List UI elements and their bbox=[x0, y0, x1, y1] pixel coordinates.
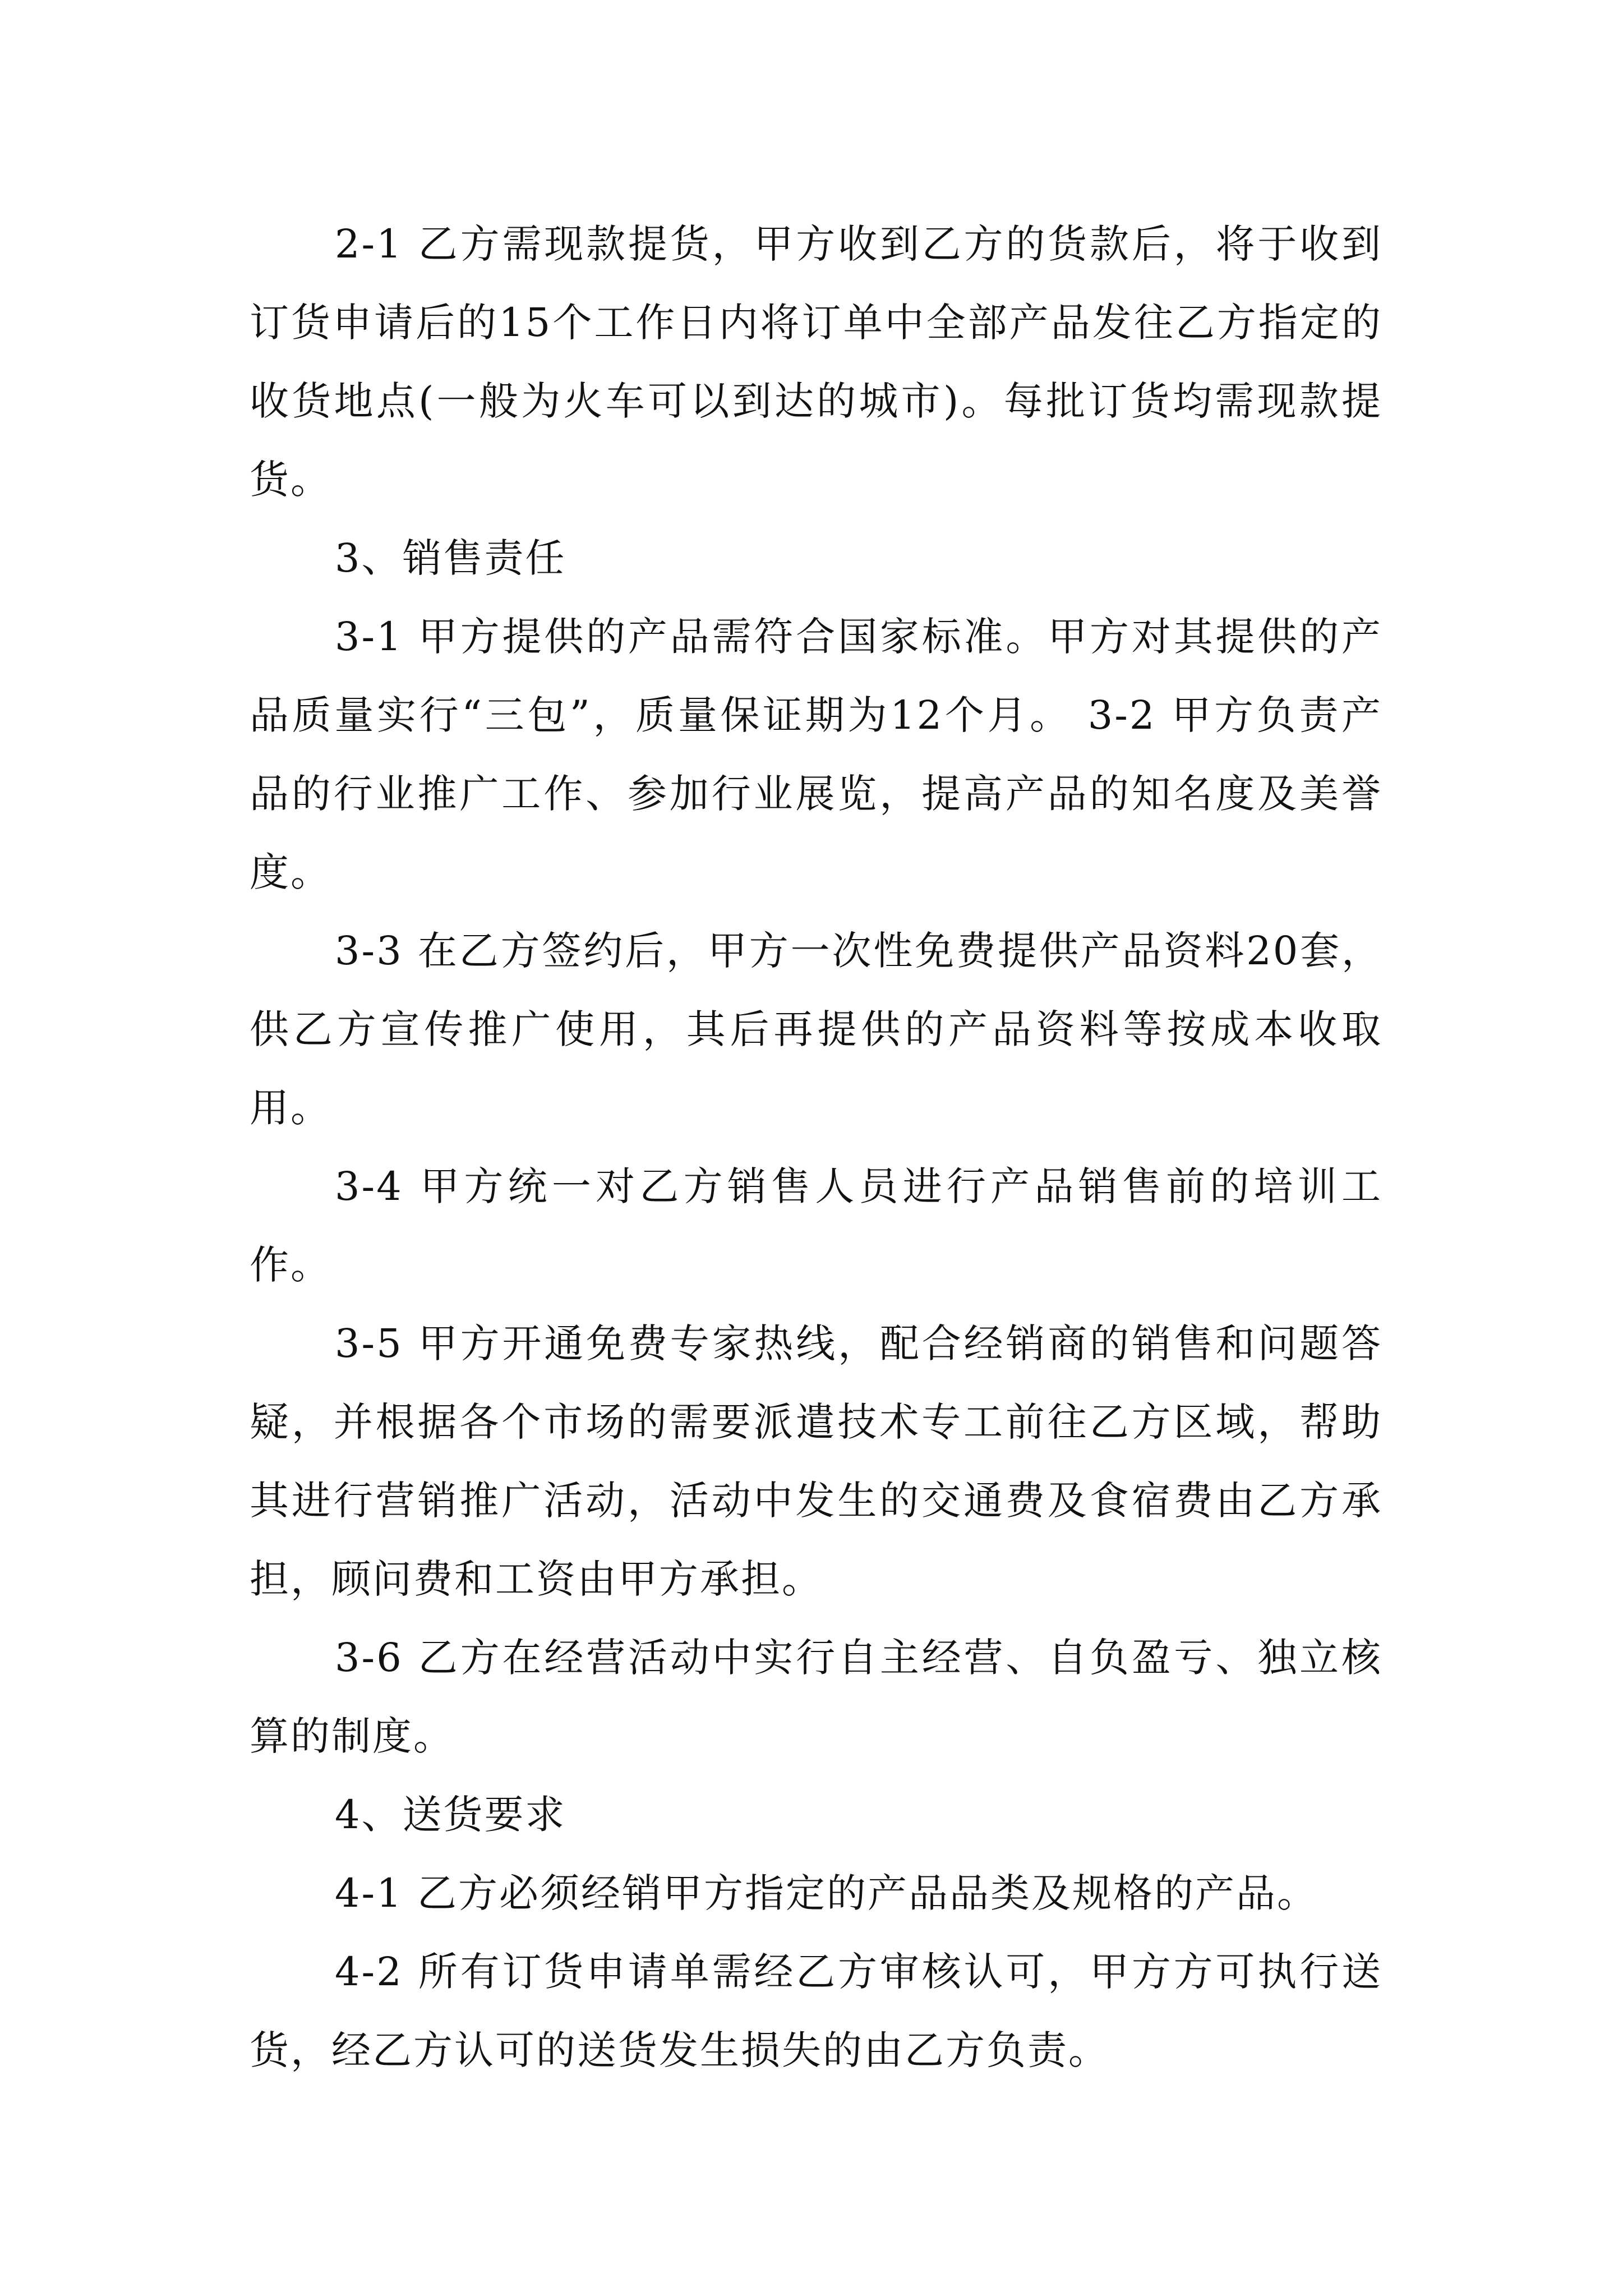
paragraph-3-5: 3-5 甲方开通免费专家热线，配合经销商的销售和问题答疑，并根据各个市场的需要派遣技术专工前往乙方区域，帮助其进行营销推广活动，活动中发生的交通费及食宿费由乙方承担，顾问费和工资由甲方承担。 bbox=[250, 1320, 1382, 1602]
paragraph-4-1: 4-1 乙方必须经销甲方指定的产品品类及规格的产品。 bbox=[335, 1870, 1318, 1916]
paragraph-4-2: 4-2 所有订货申请单需经乙方审核认可，甲方方可执行送货，经乙方认可的送货发生损失的由乙方负责。 bbox=[250, 1949, 1382, 2073]
paragraph-2-1: 2-1 乙方需现款提货，甲方收到乙方的货款后，将于收到订货申请后的15个工作日内将订单中全部产品发往乙方指定的收货地点(一般为火车可以到达的城市)。每批订货均需现款提货。 bbox=[250, 221, 1382, 503]
document-body bbox=[250, 205, 1382, 2090]
paragraph-3-3: 3-3 在乙方签约后，甲方一次性免费提供产品资料20套，供乙方宣传推广使用，其后再提供的产品资料等按成本收取用。 bbox=[250, 928, 1382, 1131]
paragraph-3-4: 3-4 甲方统一对乙方销售人员进行产品销售前的培训工作。 bbox=[250, 1163, 1382, 1288]
paragraph-3-1: 3-1 甲方提供的产品需符合国家标准。甲方对其提供的产品质量实行“三包”，质量保证期为12个月。 3-2 甲方负责产品的行业推广工作、参加行业展览，提高产品的知名度及美誉度。 bbox=[250, 614, 1382, 895]
section-heading-sales-responsibility: 3、销售责任 bbox=[335, 535, 566, 581]
section-heading-delivery-requirements: 4、送货要求 bbox=[335, 1792, 566, 1838]
paragraph-3-6: 3-6 乙方在经营活动中实行自主经营、自负盈亏、独立核算的制度。 bbox=[250, 1635, 1382, 1759]
